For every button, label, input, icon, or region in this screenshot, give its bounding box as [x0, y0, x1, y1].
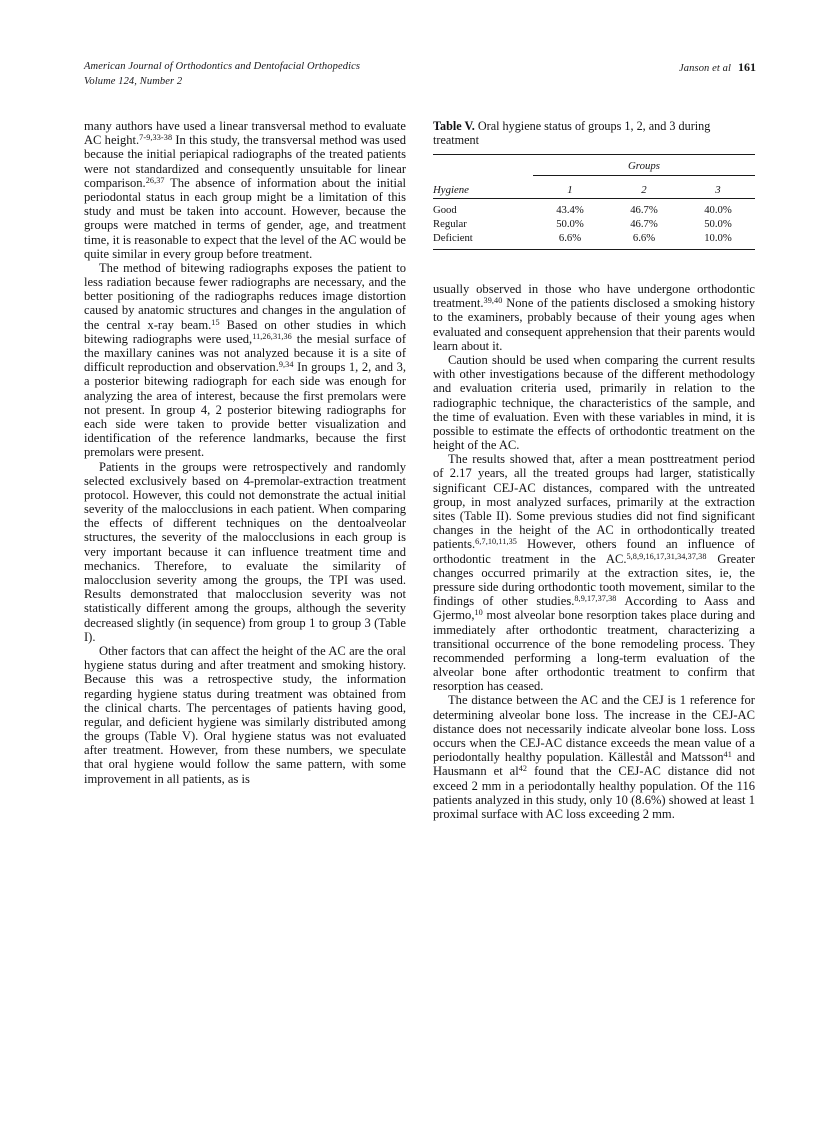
- row-label-good: Good: [433, 203, 457, 216]
- journal-volume-issue: Volume 124, Number 2: [84, 75, 183, 87]
- paragraph: Caution should be used when comparing the current results with other investigations because of the different methodology and evaluation criteria used, primarily in relation to the radiographic technique, the characteristics of the sample, and the time of evaluation. Even with these variables in mind, it is possible to estimate the effects of orthodontic treatment on the height of the AC.: [433, 352, 755, 453]
- header-group-2: 2: [641, 183, 647, 196]
- paragraph: The results showed that, after a mean posttreatment period of 2.17 years, all the treated groups had larger, statistically significant CEJ-AC distances, compared with the untreated group, in most analyzed surfaces, primarily at the extraction sites (Table II). Some previous studies did not find significant changes in the height of the AC in orthodontically treated patients.$^{6,7,10,11,35}$ However, others found an influence of orthodontic treatment in the AC.$^{5,8,9,16,17,31,34,37,38}$ Greater changes occurred primarily at the extraction sites, ie, the pressure side during orthodontic tooth movement, similar to the findings of other studies.$^{8,9,17,37,38}$ According to Aass and Gjermo,$^{10}$ most alveolar bone resorption takes place during and immediately after orthodontic treatment, characterizing a transitional occurrence of the bone remodeling process. They recommended performing a long-term evaluation of the alveolar bone after orthodontic treatment to confirm that resorption has ceased.: [433, 452, 756, 694]
- spanner-groups: Groups: [628, 160, 660, 173]
- paragraph: many authors have used a linear transversal method to evaluate AC height.$^{7-9,33-38}$ In this study, the transversal method was used because the initial periapical radiographs of the treated patients were not standardized and consequently unsuitable for linear comparison.$^{26,37}$ The absence of information about the initial periodontal status in each group might be a limitation of this study and must be taken into account. However, because the groups were matched in terms of gender, age, and treatment time, it is reasonable to expect that the level of the AC would be quite similar in every group before treatment.: [84, 119, 406, 261]
- cell-good-3: 40.0%: [704, 203, 732, 216]
- paragraph: Other factors that can affect the height of the AC are the oral hygiene status during and after treatment and smoking history. Because this was a retrospective study, the information regarding hygiene status during treatment was obtained from the clinical charts. The percentages of patients having good, regular, and deficient hygiene was similarly distributed among the groups (Table V). Oral hygiene status was not evaluated after treatment. However, from these numbers, we speculate that oral hygiene would follow the same pattern, with some improvement in all patients, as is: [84, 643, 406, 786]
- citation-superscript: 39,40: [483, 295, 503, 305]
- row-label-deficient: Deficient: [433, 232, 473, 245]
- cell-regular-1: 50.0%: [556, 218, 584, 231]
- citation-superscript: 41: [723, 749, 732, 759]
- citation-superscript: 8,9,17,37,38: [574, 593, 617, 603]
- paragraph: The method of bitewing radiographs exposes the patient to less radiation because fewer radiographs are necessary, and the better positioning of the radiographs reduces image distortion caused by anatomic structures and changes in the angulation of the central x-ray beam.$^{15}$ Based on other studies in which bitewing radiographs were used,$^{11,26,31,36}$ the mesial surface of the maxillary canines was not analyzed because it is a site of difficult reproduction and observation.$^{9,34}$ In groups 1, 2, and 3, a posterior bitewing radiograph for each side was enough for analyzing the area of interest, because the first premolars were not present. In group 4, 2 posterior bitewing radiographs for each side were taken to provide better visualization and identification of the reference landmarks, because the first premolars were present.: [84, 260, 406, 460]
- table-spanner-row: [433, 154, 755, 175]
- citation-superscript: 5,8,9,16,17,31,34,37,38: [626, 551, 707, 561]
- table-v: [433, 119, 755, 250]
- cell-good-2: 46.7%: [630, 203, 658, 216]
- paragraph: usually observed in those who have undergone orthodontic treatment.$^{39,40}$ None of the patients disclosed a smoking history to the examiners, probably because of their young ages when evaluated and consequent apprehension that their parents would learn about it.: [433, 282, 755, 353]
- table-caption-text: Oral hygiene status of groups 1, 2, and 3 during treatment: [433, 119, 711, 148]
- cell-regular-2: 46.7%: [630, 218, 658, 231]
- citation-superscript: 26,37: [145, 175, 165, 185]
- running-head: [84, 60, 756, 94]
- header-group-1: 1: [567, 183, 573, 196]
- paragraph: Patients in the groups were retrospectively and randomly selected exclusively based on 4-premolar-extraction treatment protocol. However, this could not demonstrate the actual initial severity of the malocclusions in each patient. When comparing the effects of different techniques on the dentoalveolar structures, the severity of the malocclusions in each group is very important because it can influence treatment time and mechanics. Therefore, to evaluate the similarity of malocclusion severity among the groups, the TPI was used. Results demonstrated that malocclusion severity was not statistically different among the groups, although the severity decreased slightly (in sequence) from group 1 to group 3 (Table I).: [84, 459, 406, 644]
- table-row: [433, 231, 755, 250]
- citation-superscript: 9,34: [278, 359, 294, 369]
- citation-superscript: 7-9,33-38: [139, 132, 173, 142]
- cell-deficient-1: 6.6%: [558, 232, 582, 245]
- header-hygiene: Hygiene: [433, 183, 469, 196]
- cell-deficient-3: 10.0%: [704, 232, 732, 245]
- running-head-journal-block: [84, 60, 360, 89]
- paragraph: The distance between the AC and the CEJ is 1 reference for determining alveolar bone loss. The increase in the CEJ-AC distance does not necessarily indicate alveolar bone loss. Loss occurs when the CEJ-AC distance exceeds the mean value of a periodontally healthy population. Källestål and Matsson$^{41}$ and Hausmann et $al^{42}$ found that the CEJ-AC distance did not exceed 2 mm in a periodontally healthy population. Of the 116 patients analyzed in this study, only 10 (8.6%) showed at least 1 proximal surface with AC loss exceeding 2 mm.: [433, 693, 755, 821]
- row-label-regular: Regular: [433, 218, 467, 231]
- table-label: Table V.: [433, 119, 475, 133]
- page-number: 161: [738, 60, 756, 74]
- header-group-3: 3: [715, 183, 721, 196]
- table-row: [433, 198, 755, 217]
- cell-deficient-2: 6.6%: [632, 232, 656, 245]
- journal-title: American Journal of Orthodontics and Dentofacial Orthopedics: [84, 61, 361, 72]
- citation-superscript: 42: [518, 764, 528, 774]
- table-header-row: [433, 177, 755, 199]
- spanner-empty-cell: [433, 154, 533, 175]
- citation-superscript: 6,7,10,11,35: [475, 537, 518, 547]
- table-row: [433, 217, 755, 231]
- body-column-right: [433, 282, 755, 821]
- citation-superscript: 15: [211, 317, 220, 327]
- running-head-authors: Janson et al: [679, 63, 731, 74]
- citation-superscript: 10: [474, 608, 483, 618]
- cell-regular-3: 50.0%: [704, 218, 732, 231]
- running-head-author-block: [679, 60, 756, 77]
- cell-good-1: 43.4%: [556, 203, 584, 216]
- table-v-grid: [433, 154, 755, 251]
- citation-superscript: 11,26,31,36: [252, 331, 292, 341]
- table-caption: [433, 119, 755, 148]
- body-column-left: [84, 119, 406, 786]
